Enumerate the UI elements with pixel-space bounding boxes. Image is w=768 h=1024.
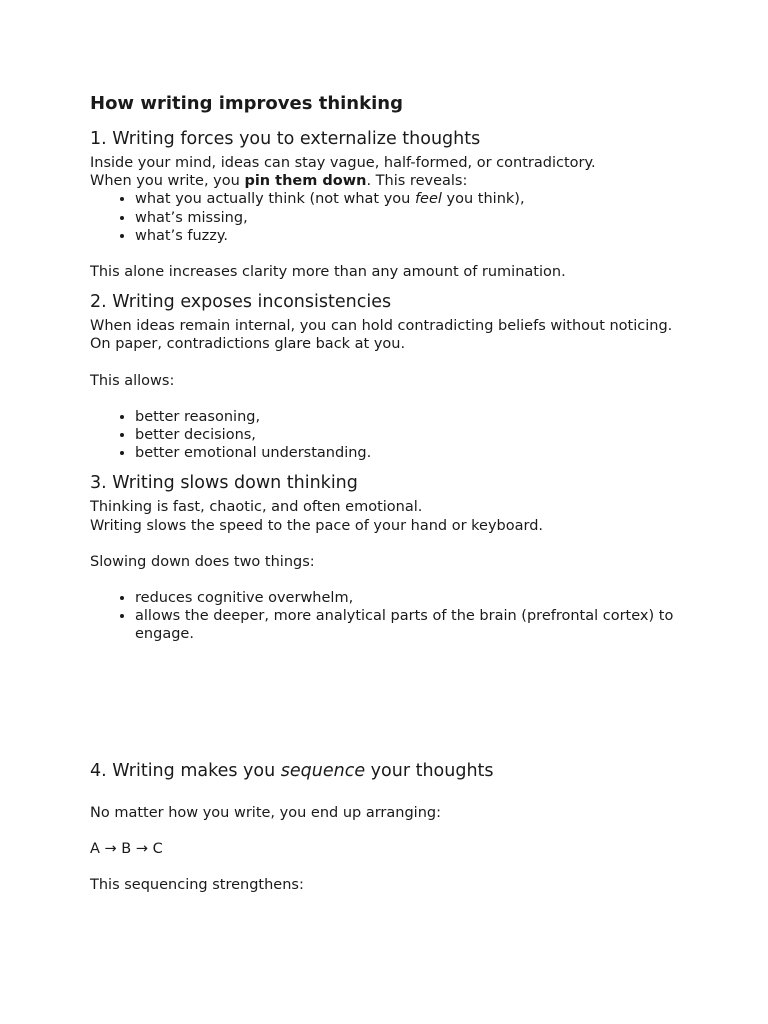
heading-text: 4. Writing makes you <box>90 760 281 781</box>
list-item: • what’s fuzzy. <box>135 227 690 245</box>
spacer <box>90 858 690 876</box>
list-item-text: what you actually think (not what you <box>135 191 415 208</box>
section-2-list <box>90 408 690 463</box>
spacer <box>90 281 690 291</box>
list-item: • what’s missing, <box>135 209 690 227</box>
spacer <box>90 390 690 408</box>
section-3-heading: 3. Writing slows down thinking <box>90 473 358 494</box>
section-3-intro: Slowing down does two things: <box>90 553 315 570</box>
section-4-heading <box>90 760 690 782</box>
section-1-text-2-post: . This reveals: <box>366 173 468 190</box>
section-4-sequence: A → B → C <box>90 840 163 857</box>
section-1-list <box>90 190 690 245</box>
list-item: • better emotional understanding. <box>135 444 690 462</box>
list-item: • reduces cognitive overwhelm, <box>135 589 690 607</box>
section-2-intro: This allows: <box>90 372 175 389</box>
section-1-closing: This alone increases clarity more than any amount of rumination. <box>90 264 566 281</box>
section-1-text-2-bold: pin them down <box>244 173 367 190</box>
heading-emphasis: sequence <box>280 760 366 781</box>
spacer <box>90 822 690 840</box>
list-item-emphasis: feel <box>414 191 442 208</box>
spacer <box>90 535 690 553</box>
spacer <box>90 786 690 804</box>
spacer <box>90 245 690 263</box>
section-2-text-2: On paper, contradictions glare back at you. <box>90 336 406 353</box>
list-item: • allows the deeper, more analytical parts of the brain (prefrontal cortex) to engage. <box>135 607 690 643</box>
list-item-text: you think), <box>441 191 525 208</box>
spacer <box>90 644 690 760</box>
spacer <box>90 571 690 589</box>
section-2-text-1: When ideas remain internal, you can hold contradicting beliefs without noticing. <box>90 318 673 335</box>
list-item: • better decisions, <box>135 426 690 444</box>
section-2-heading: 2. Writing exposes inconsistencies <box>90 292 392 313</box>
section-4-text-1: No matter how you write, you end up arranging: <box>90 804 441 821</box>
section-3-list <box>90 589 690 644</box>
section-1-text-2-pre: When you write, you <box>90 173 245 190</box>
section-1-text-2 <box>90 172 690 190</box>
document-title: How writing improves thinking <box>90 93 403 114</box>
heading-text: your thoughts <box>365 760 494 781</box>
section-1-text-1: Inside your mind, ideas can stay vague, half-formed, or contradictory. <box>90 155 596 171</box>
list-item <box>135 190 690 208</box>
document-body <box>90 92 690 894</box>
section-4-text-2: This sequencing strengthens: <box>90 877 304 894</box>
section-1-heading: 1. Writing forces you to externalize thoughts <box>90 129 481 149</box>
section-3-text-1: Thinking is fast, chaotic, and often emotional. <box>90 499 423 516</box>
spacer <box>90 462 690 472</box>
section-3-text-2: Writing slows the speed to the pace of your hand or keyboard. <box>90 517 544 534</box>
list-item: • better reasoning, <box>135 408 690 426</box>
spacer <box>90 354 690 372</box>
